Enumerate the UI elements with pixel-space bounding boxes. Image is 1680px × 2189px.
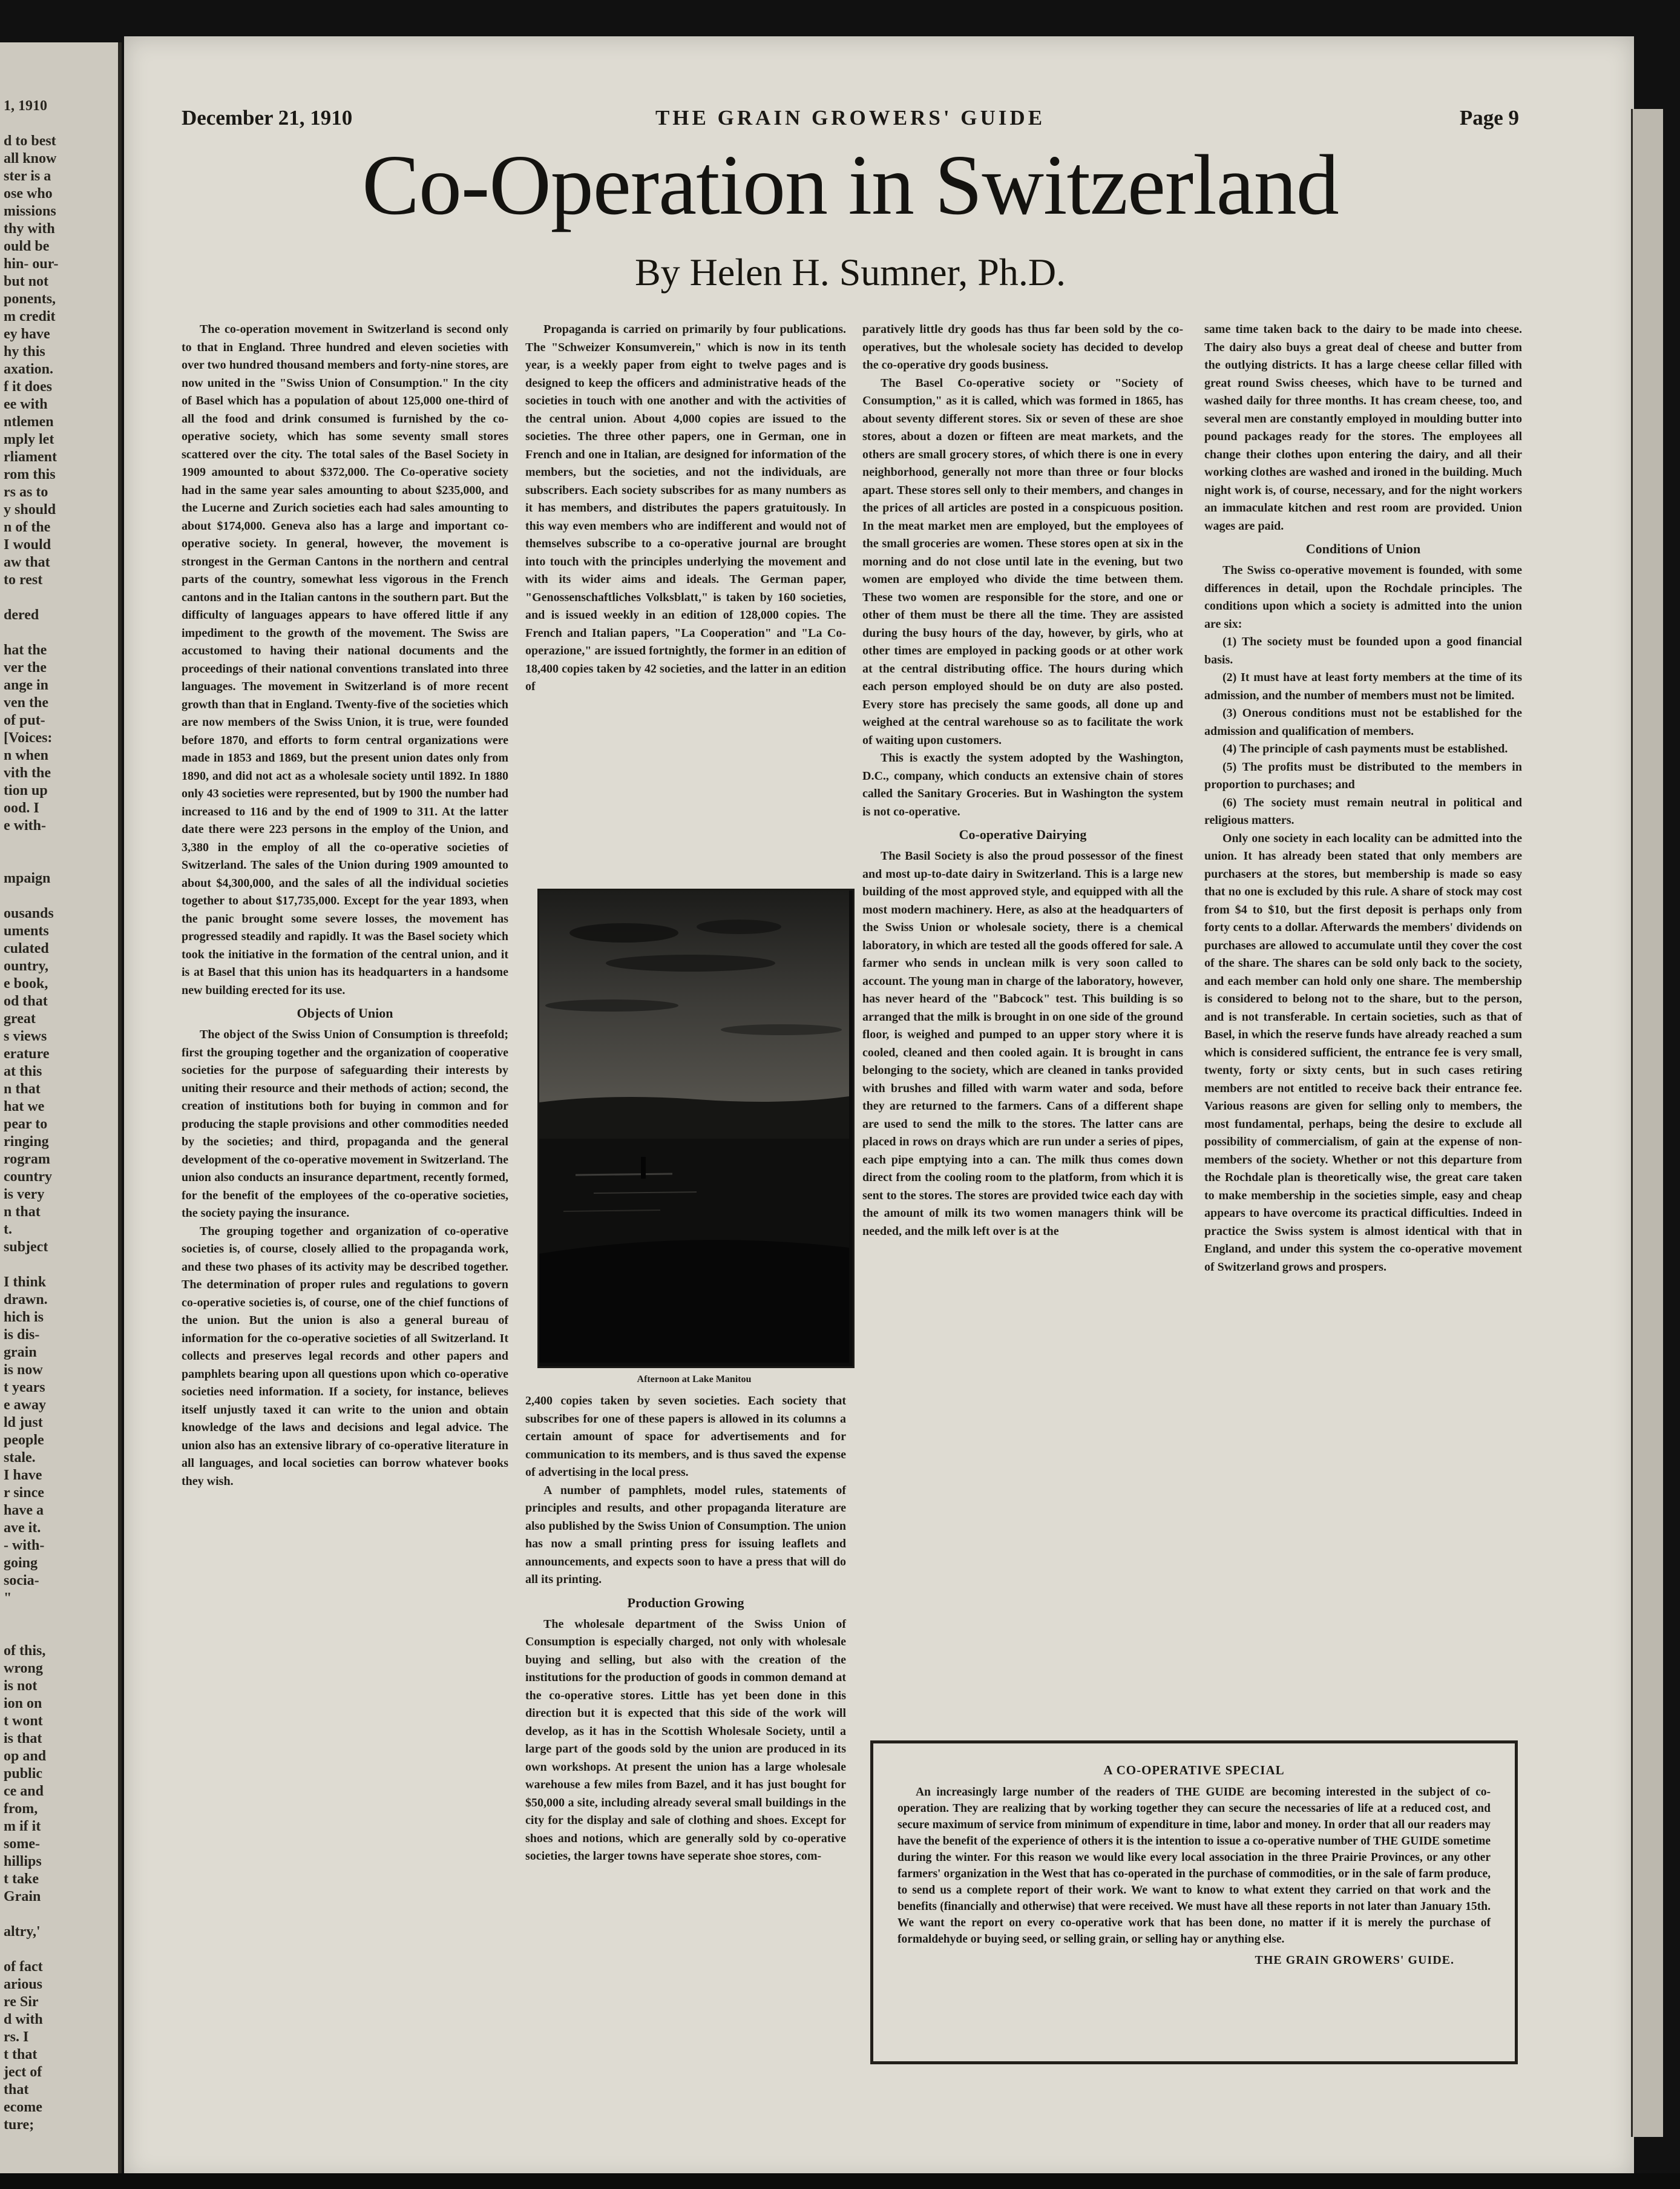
facing-page-line: ven the	[4, 695, 48, 711]
facing-page-line: drawn.	[4, 1292, 48, 1308]
facing-page-line: rs. I	[4, 2029, 29, 2045]
publication-name: THE GRAIN GROWERS' GUIDE	[655, 106, 1046, 130]
facing-page-line: aw that	[4, 555, 50, 570]
facing-page-line: ture;	[4, 2117, 34, 2133]
facing-page-line: r since	[4, 1485, 44, 1501]
facing-page-line: I have	[4, 1467, 42, 1483]
facing-page-line: d with	[4, 2012, 43, 2027]
facing-page-line: to rest	[4, 572, 43, 588]
facing-page-line: ject of	[4, 2064, 42, 2080]
facing-page-line: ange in	[4, 677, 49, 693]
facing-page-line: n that	[4, 1081, 41, 1097]
issue-date: December 21, 1910	[182, 106, 353, 130]
paragraph: (1) The society must be founded upon a good financial basis.	[1204, 635, 1522, 667]
paragraph: 2,400 copies taken by seven societies. Each society that subscribes for one of these papers is allowed in its columns a certain amount of space for advertisements and for communication to its members, and is thus saved the expense of advertising in the local press.	[525, 1394, 846, 1479]
paragraph: same time taken back to the dairy to be made into cheese. The dairy also buys a great deal of cheese and butter from the outlying districts. It has a large cheese cellar filled with great round Swiss cheeses, which have to be turned and washed daily for three months. It has cream cheese, too, and several men are constantly employed in moulding butter into pound packages ready for the stores. The employees all change their clothes upon entering the dairy, and all their working clothes are washed and ironed in the building. Much night work is, of course, necessary, and for the night workers an immaculate kitchen and rest room are provided. Union wages are paid.	[1204, 323, 1522, 533]
facing-page-line: country	[4, 1169, 52, 1185]
facing-page-line: Grain	[4, 1889, 41, 1904]
facing-page-line: hy this	[4, 344, 45, 360]
facing-page-line: vith the	[4, 765, 51, 781]
facing-page-line: hat we	[4, 1099, 45, 1114]
facing-page-line: public	[4, 1766, 43, 1782]
facing-page-line: I would	[4, 537, 51, 553]
facing-page-line: is very	[4, 1187, 45, 1202]
photo-image	[539, 890, 849, 1363]
facing-page-line: hin- our-	[4, 256, 59, 272]
facing-page-line: t years	[4, 1380, 45, 1395]
paragraph: This is exactly the system adopted by the Washington, D.C., company, which conducts an extensive chain of stores called the Sanitary Groceries. But in Washington the system is not co-operative.	[862, 751, 1183, 818]
facing-page-line: ld just	[4, 1415, 43, 1430]
facing-page-line: socia-	[4, 1573, 39, 1588]
facing-page-line: 1, 1910	[4, 98, 47, 114]
facing-page-line: ringing	[4, 1134, 49, 1150]
facing-page-line: ecome	[4, 2099, 42, 2115]
section-heading: Co-operative Dairying	[959, 827, 1087, 842]
paragraph: The Basil Society is also the proud possessor of the finest and most up-to-date dairy in Switzerland. This is a large new building of the most approved style, and equipped with all the most modern machinery. Here, as also at the headquarters of the Swiss Union or wholesale society, there is a chemical laboratory, in which are tested all the goods offered for sale. A farmer who sends in unclean milk is very soon called to account. The young man in charge of the laboratory, however, has never heard of the "Babcock" test. This building is so arranged that the milk is brought in on one side of the ground floor, is weighed and pumped to an upper story where it is cooled, cleaned and then cooled again. It is brought in cans belonging to the society, which are cleaned in tanks provided with brushes and filled with warm water and soda, before they are returned to the farmers. Cans of a different shape are used to send the milk to the stores. The latter cans are placed in rows on drays which are run under a series of pipes, each pipe emptying into a can. The milk thus comes down direct from the cooling room to the platform, from which it is sent to the stores. The stores are provided twice each day with the amount of milk its two women managers think will be needed, and the milk left over is at the	[862, 849, 1183, 1238]
facing-page-line: "	[4, 1590, 12, 1606]
facing-page-line: e away	[4, 1397, 46, 1413]
facing-page-line: mpaign	[4, 871, 51, 886]
facing-page-line: some-	[4, 1836, 40, 1852]
paragraph: A number of pamphlets, model rules, statements of principles and results, and other propaganda literature are also published by the Swiss Union of Consumption. The union has now a small printing press for issuing leaflets and announcements, and expects soon to have a press that will do all its printing.	[525, 1483, 846, 1586]
facing-page-line: od that	[4, 993, 48, 1009]
page-number: Page 9	[1459, 106, 1519, 130]
facing-page-line: mply let	[4, 432, 54, 447]
facing-page-line: rs as to	[4, 484, 48, 500]
facing-page-line: ood. I	[4, 800, 39, 816]
facing-page-line: of this,	[4, 1643, 46, 1659]
column-4	[1204, 321, 1522, 1698]
facing-page-line: hich is	[4, 1309, 44, 1325]
facing-page-line: people	[4, 1432, 44, 1448]
paragraph: The Basel Co-operative society or "Society of Consumption," as it is called, which was formed in 1865, has about seventy different stores. Six or seven of these are shoe stores, about a dozen or fifteen are meat markets, and the others are small grocery stores, of which there is one in every neighborhood, generally not more than three or four blocks apart. These stores sell only to their members, and changes in the prices of all articles are posted in a conspicuous position. In the meat market men are employed, but the employees of the small groceries are women. These stores open at six in the morning and do not close until late in the evening, but two women are employed who divide the time between them. These two women are responsible for the store, and one or other of them must be there all the time. They are assisted during the busy hours of the day, however, by girls, who at other times are employed in packing goods or at other work at the central distributing office. The hours during which each person employed should be on duty are also posted. Every store has precisely the same goods, all done up and weighed at the central warehouse so as to facilitate the work of waiting upon customers.	[862, 376, 1183, 747]
article-title: Co-Operation in Switzerland	[362, 137, 1339, 232]
facing-page-line: ntlemen	[4, 414, 54, 430]
facing-page-line: erature	[4, 1046, 50, 1062]
facing-page-line: t that	[4, 2047, 38, 2062]
facing-page-line: rliament	[4, 449, 57, 465]
facing-page-line: - with-	[4, 1538, 45, 1553]
lake-photograph	[537, 889, 855, 1368]
facing-page-line: ose who	[4, 186, 53, 202]
facing-page-line: from,	[4, 1801, 38, 1817]
paragraph: (2) It must have at least forty members at the time of its admission, and the number of members must not be limited.	[1204, 671, 1522, 702]
facing-page-line: ountry,	[4, 958, 49, 974]
facing-page-line: rogram	[4, 1151, 50, 1167]
paragraph: The co-operation movement in Switzerland is second only to that in England. Three hundred and eleven societies with over two hundred thousand members and forty-nine stores, are now united in the "Swiss Union of Consumption." In the city of Basel which has a population of about 125,000 one-third of all the food and drink consumed is furnished by the co-operative society, which has some seventy small stores scattered over the city. The total sales of the Basel Society in 1909 amounted to about $372,000. The Co-operative society had in the same year sales amounting to about $235,000, and the Lucerne and Zurich societies each had sales amounting to about $174,000. Geneva also has a large and important co-operative society. In general, however, the movement is strongest in the German Cantons in the northern and central parts of the country, somewhat less vigorous in the French cantons and in the Italian cantons in the southern part. But the difficulty of languages appears to have offered little if any impediment to the growth of the movement. The Swiss are accustomed to having their national documents and the proceedings of their national conventions translated into three languages. The movement in Switzerland is of more recent growth than that in England. Twenty-five of the societies which are now members of the Swiss Union, it is true, were founded before 1870, and efforts to form central organizations were made in 1853 and 1869, but the present union dates only from 1890, and did not act as a wholesale society until 1892. In 1880 only 43 societies were represented, but by 1900 the number had increased to 116 and by the end of 1909 to 311. At the latter date there were 223 persons in the employ of the Union, and 3,380 in the employ of all the co-operative societies of Switzerland. The sales of the Union during 1909 amounted to about $4,300,000, and the sales of all the individual societies together to about $17,735,000. Except for the year 1893, when the panic brought some severe losses, the movement has progressed steadily and rapidly. It was the Basel society which took the initiative in the formation of the central union, and it is at Basel that this union has its headquarters in a handsome new building erected for its use.	[182, 323, 508, 997]
facing-page-line: wrong	[4, 1661, 43, 1676]
facing-page-line: culated	[4, 941, 49, 956]
section-heading: Production Growing	[627, 1595, 744, 1610]
facing-page-line: dered	[4, 607, 39, 623]
facing-page-line: hillips	[4, 1854, 42, 1869]
facing-page-line: altry,'	[4, 1924, 41, 1940]
facing-page-line: t take	[4, 1871, 39, 1887]
facing-page-line: have a	[4, 1503, 44, 1518]
facing-page-line: ponents,	[4, 291, 56, 307]
facing-page-line: that	[4, 2082, 29, 2098]
facing-page-line: at this	[4, 1064, 42, 1079]
facing-page-line: ave it.	[4, 1520, 41, 1536]
scan-border	[0, 2173, 1680, 2189]
paragraph: The wholesale department of the Swiss Union of Consumption is especially charged, not only with wholesale buying and selling, but also with the creation of the institutions for the production of goods in common demand at the co-operative stores. Little has yet been done in this direction but it is expected that this side of the work will develop, as it has in the Scottish Wholesale Society, until a large part of the goods sold by the union are produced in its own workshops. At present the union has a large wholesale warehouse a few miles from Bazel, and it has just bought for $50,000 a site, including already several small buildings in the city for the display and sale of clothing and shoes. Except for shoes and notions, which are generally sold by co-operative societies, the larger towns have seperate shoe stores, com-	[525, 1617, 846, 1863]
facing-page-line: ce and	[4, 1783, 44, 1799]
facing-page-line: going	[4, 1555, 38, 1571]
facing-page-line: ee with	[4, 397, 48, 412]
column-2	[525, 321, 846, 866]
facing-page-line: y should	[4, 502, 56, 518]
paragraph: (6) The society must remain neutral in political and religious matters.	[1204, 795, 1522, 827]
facing-page-line: is now	[4, 1362, 43, 1378]
notice-body: An increasingly large number of the readers of THE GUIDE are becoming interested in the subject of co-operation. They are realizing that by working together they can secure the necessaries of life at a reduced cost, and secure maximum of service from minimum of expenditure in time, labor and money. In order that all our readers may have the benefit of the experience of others it is the intention to issue a co-operative number of THE GUIDE sometime during the winter. For this reason we would like every local association in the three Prairie Provinces, or any other farmers' organization in the West that has co-operated in the purchase of commodities, or in the sale of farm produce, to send us a complete report of their work. We want to know to what extent they carried on that work and the benefits (financially and otherwise) that were received. We must have all these reports in not later than January 15th. We want the report on every co-operative work that has been done, no matter if it is merely the purchase of formaldehyde or buying seed, or selling grain, or selling hay or anything else.	[897, 1786, 1491, 1946]
facing-page-line: of fact	[4, 1959, 43, 1975]
facing-page-line: ousands	[4, 906, 54, 921]
facing-page-line: ould be	[4, 239, 50, 254]
running-head	[182, 106, 1519, 136]
facing-page-line: but not	[4, 274, 49, 289]
section-heading: Objects of Union	[297, 1006, 393, 1021]
facing-page-line: ver the	[4, 660, 47, 676]
facing-page-line: of put-	[4, 713, 45, 728]
column-1	[182, 321, 508, 2082]
facing-page-line: t wont	[4, 1713, 43, 1729]
right-page-edge	[1631, 109, 1663, 2137]
facing-page-line: axation.	[4, 361, 54, 377]
facing-page-line: n when	[4, 748, 49, 763]
facing-page-line: m if it	[4, 1819, 41, 1834]
facing-page-line: thy with	[4, 221, 55, 237]
paragraph: Only one society in each locality can be admitted into the union. It has already been stated that only members are purchasers at the stores, but membership is made so easy that no one is excluded by this rule. A share of stock may cost from $4 to $10, but the first deposit is perhaps only from forty cents to a dollar. Afterwards the members' dividends on purchases are allowed to accumulate until they cover the cost of the share. The shares can be sold only back to the society, and each member can hold only one share. The membership is considered to belong not to the share, but to the person, and is not transferable. In certain societies, such as that of Basel, in which the reserve funds have already reached a sum which is considered sufficient, the entrance fee is very small, twenty, forty or sixty cents, but in such cases retiring members are not entitled to receive back their entrance fee. Various reasons are given for selling only to members, the most fundamental, perhaps, being the desire to exclude all possibility of commercialism, of gain at the expense of non-members of the society. Whether or not this departure from the Rochdale plan is theoretically wise, the great care taken to make membership in the societies simple, easy and cheap appears to have overcome its practical difficulties. Indeed in practice the Swiss system is almost identical with that in England, and under this system the co-operative movement of Switzerland grows and prospers.	[1204, 831, 1522, 1274]
notice-title: A CO-OPERATIVE SPECIAL	[1103, 1763, 1285, 1777]
facing-page-line: arious	[4, 1977, 43, 1992]
paragraph: paratively little dry goods has thus far been sold by the co-operatives, but the wholesale society has decided to develop the co-operative dry goods business.	[862, 323, 1183, 372]
paragraph: Propaganda is carried on primarily by four publications. The "Schweizer Konsumverein," which is now in its tenth year, is a weekly paper from eight to twelve pages and is designed to keep the officers and administrative heads of the societies in touch with one another and with the activities of the central union. About 4,000 copies are issued to the societies. The three other papers, one in German, one in French and one in Italian, are designed for information of the members, but the societies, and not the individuals, are subscribers. Each society subscribes for as many numbers as it has members, and distributes the papers gratuitously. In this way even members who are indifferent and would not of themselves subscribe to a co-operative journal are brought into touch with the principles underlying the movement and with its wider aims and ideals. The German paper, "Genossenschaftliches Volksblatt," is taken by 160 societies, and is issued weekly in an edition of 128,000 copies. The French and Italian papers, "La Cooperation" and "La Co-operazione," are issued fortnightly, the former in an edition of 18,400 copies taken by 42 societies, and the latter in an edition of	[525, 323, 846, 693]
facing-page-line: ey have	[4, 326, 50, 342]
notice-signature: THE GRAIN GROWERS' GUIDE.	[1255, 1954, 1454, 1967]
facing-page-line: m credit	[4, 309, 56, 324]
paragraph: (5) The profits must be distributed to the members in proportion to purchases; and	[1204, 760, 1522, 791]
facing-page-line: tion up	[4, 783, 48, 798]
facing-page-line: n that	[4, 1204, 41, 1220]
article-byline: By Helen H. Sumner, Ph.D.	[634, 251, 1066, 294]
co-operative-special-notice	[870, 1740, 1518, 2064]
facing-page-line: rom this	[4, 467, 56, 482]
paragraph: (4) The principle of cash payments must be established.	[1222, 742, 1508, 755]
facing-page-line: f it does	[4, 379, 52, 395]
facing-page-line: pear to	[4, 1116, 48, 1132]
facing-page-line: subject	[4, 1239, 48, 1255]
facing-page-line: re Sir	[4, 1994, 39, 2010]
facing-page-line: ion on	[4, 1696, 42, 1711]
facing-page-line: op and	[4, 1748, 47, 1764]
facing-page-line: e with-	[4, 818, 46, 834]
facing-page-line: is that	[4, 1731, 42, 1746]
facing-page-line: d to best	[4, 133, 56, 149]
facing-page-line: great	[4, 1011, 36, 1027]
paragraph: The Swiss co-operative movement is founded, with some differences in detail, upon the Rochdale principles. The conditions upon which a society is admitted into the union are six:	[1204, 564, 1522, 631]
facing-page-line: grain	[4, 1345, 37, 1360]
facing-page-line: is dis-	[4, 1327, 40, 1343]
paragraph: (3) Onerous conditions must not be established for the admission and qualification of members.	[1204, 706, 1522, 738]
facing-page-line: stale.	[4, 1450, 36, 1466]
facing-page-line: t.	[4, 1222, 12, 1237]
facing-page-line: [Voices:	[4, 730, 53, 746]
facing-page-line: ster is a	[4, 168, 51, 184]
facing-page-line: s views	[4, 1029, 47, 1044]
section-heading: Conditions of Union	[1305, 541, 1421, 556]
facing-page-line: uments	[4, 923, 49, 939]
column-2-continued	[525, 1392, 846, 2082]
facing-page-edge	[0, 42, 122, 2173]
facing-page-line: missions	[4, 203, 56, 219]
paragraph: The grouping together and organization of co-operative societies is, of course, closely allied to the propaganda work, and these two phases of its activity may be described together. The determination of proper rules and regulations to govern co-operative societies is, of course, one of the chief functions of the union. But the union is also a general bureau of information for the co-operative societies of all Switzerland. It collects and preserves legal records and other papers and pamphlets bearing upon all questions upon which co-operative societies need information. If a society, for instance, believes itself unjustly taxed it can write to the union and obtain knowledge of the laws and decisions and legal advice. The union also has an extensive library of co-operative literature in all languages, and local societies can borrow whatever books they wish.	[182, 1224, 508, 1488]
facing-page-line: hat the	[4, 642, 47, 658]
facing-page-line: is not	[4, 1678, 38, 1694]
facing-page-line: e book,	[4, 976, 48, 992]
facing-page-line: I think	[4, 1274, 47, 1290]
photo-caption: Afternoon at Lake Manitou	[637, 1374, 752, 1384]
paragraph: The object of the Swiss Union of Consumption is threefold; first the grouping together and the organization of cooperative societies for the purpose of safeguarding their interests by uniting their resource and their methods of action; second, the creation of institutions both for buying in common and for producing the staple provisions and other commodities needed by the societies; and third, propaganda and the general development of the co-operative movement in Switzerland. The union also conducts an insurance department, recently formed, for the benefit of the employees of the co-operative societies, the society paying the insurance.	[182, 1028, 508, 1220]
facing-page-line: n of the	[4, 519, 51, 535]
facing-page-line: all know	[4, 151, 57, 166]
